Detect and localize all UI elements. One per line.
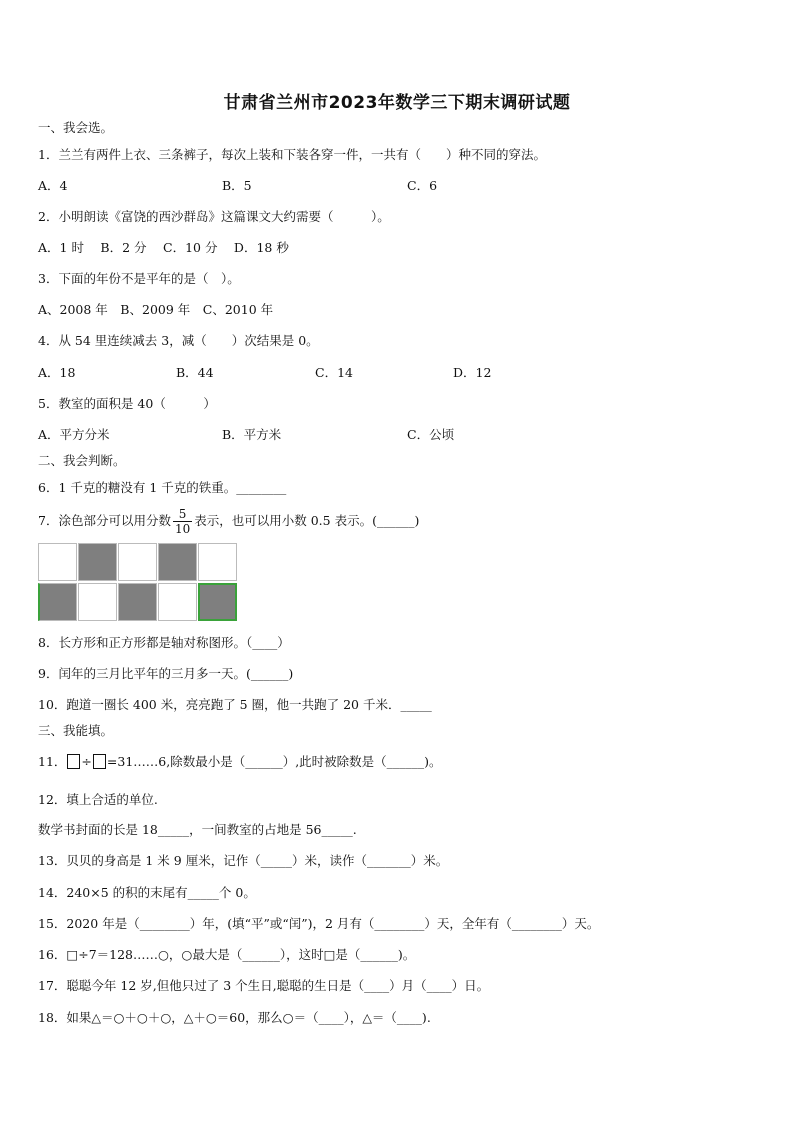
grid-cell: [78, 583, 117, 621]
question-2: 2．小明朗读《富饶的西沙群岛》这篇课文大约需要（ ）。: [38, 209, 390, 224]
q1-option-a: A．4: [38, 178, 68, 193]
q1-option-c: C．6: [407, 178, 438, 193]
section-heading-1: 一、我会选。: [38, 120, 114, 135]
q12-fill-line: 数学书封面的长是 18_____，一间教室的占地是 56_____.: [38, 822, 357, 837]
grid-cell: [158, 583, 197, 621]
question-3: 3．下面的年份不是平年的是（ ）。: [38, 271, 240, 286]
q11-number: 11．: [38, 754, 67, 769]
question-4: 4．从 54 里连续减去 3，减（ ）次结果是 0。: [38, 333, 319, 348]
q7-text-post: 表示，也可以用小数 0.5 表示。(______): [194, 513, 420, 528]
question-11: [38, 754, 442, 770]
q1-option-b: B．5: [222, 178, 252, 193]
grid-cell-shaded-selected: [198, 583, 237, 621]
question-15: 15．2020 年是（________）年，(填“平”或“闰”)，2 月有（________）天，全年有（________）天。: [38, 916, 600, 931]
q3-options: A、2008 年 B、2009 年 C、2010 年: [38, 302, 274, 317]
q2-options: A．1 时 B．2 分 C．10 分 D．18 秒: [38, 240, 289, 255]
grid-cell-shaded: [118, 583, 157, 621]
question-5: 5．教室的面积是 40（ ）: [38, 396, 216, 411]
q5-option-a: A．平方分米: [38, 427, 110, 442]
question-16: 16．□÷7＝128……○，○最大是（______），这时□是（______)。: [38, 947, 416, 962]
q4-option-a: A．18: [38, 365, 76, 380]
question-6: 6．1 千克的糖没有 1 千克的铁重。________: [38, 480, 287, 495]
question-8: 8．长方形和正方形都是轴对称图形。（____）: [38, 635, 290, 650]
question-7: [38, 506, 419, 536]
q4-option-c: C．14: [315, 365, 353, 380]
q11-text: =31……6,除数最小是（______）,此时被除数是（______)。: [106, 754, 442, 769]
question-14: 14．240×5 的积的末尾有_____个 0。: [38, 885, 256, 900]
q5-option-c: C．公顷: [407, 427, 455, 442]
grid-cell-shaded: [38, 583, 77, 621]
question-13: 13．贝贝的身高是 1 米 9 厘米，记作（_____）米，读作（_______）米。: [38, 853, 449, 868]
question-9: 9．闰年的三月比平年的三月多一天。(______): [38, 666, 294, 681]
grid-cell-shaded: [78, 543, 117, 581]
question-1: 1．兰兰有两件上衣、三条裤子，每次上装和下装各穿一件，一共有（ ）种不同的穿法。: [38, 147, 546, 162]
fraction-five-tenths: [173, 507, 192, 536]
q4-option-b: B．44: [176, 365, 214, 380]
q5-option-b: B．平方米: [222, 427, 282, 442]
division-sign: ÷: [81, 754, 92, 769]
page-title: 甘肃省兰州市2023年数学三下期末调研试题: [223, 93, 571, 113]
section-heading-2: 二、我会判断。: [38, 453, 126, 468]
question-10: 10．跑道一圈长 400 米，亮亮跑了 5 圈，他一共跑了 20 千米．_____: [38, 697, 432, 712]
question-17: 17．聪聪今年 12 岁,但他只过了 3 个生日,聪聪的生日是（____）月（____）日。: [38, 978, 490, 993]
fraction-denominator: 10: [174, 522, 191, 536]
question-12: 12．填上合适的单位.: [38, 792, 158, 807]
fraction-numerator: 5: [173, 507, 192, 522]
shaded-grid-figure: [38, 543, 239, 625]
question-18: 18．如果△＝○＋○＋○，△＋○＝60，那么○＝（____），△＝（____).: [38, 1010, 431, 1025]
grid-cell: [118, 543, 157, 581]
blank-box: [93, 754, 106, 769]
section-heading-3: 三、我能填。: [38, 723, 114, 738]
grid-cell-shaded: [158, 543, 197, 581]
grid-cell: [198, 543, 237, 581]
grid-cell: [38, 543, 77, 581]
blank-box: [67, 754, 80, 769]
q7-text-pre: 7．涂色部分可以用分数: [38, 513, 171, 528]
q4-option-d: D．12: [453, 365, 492, 380]
